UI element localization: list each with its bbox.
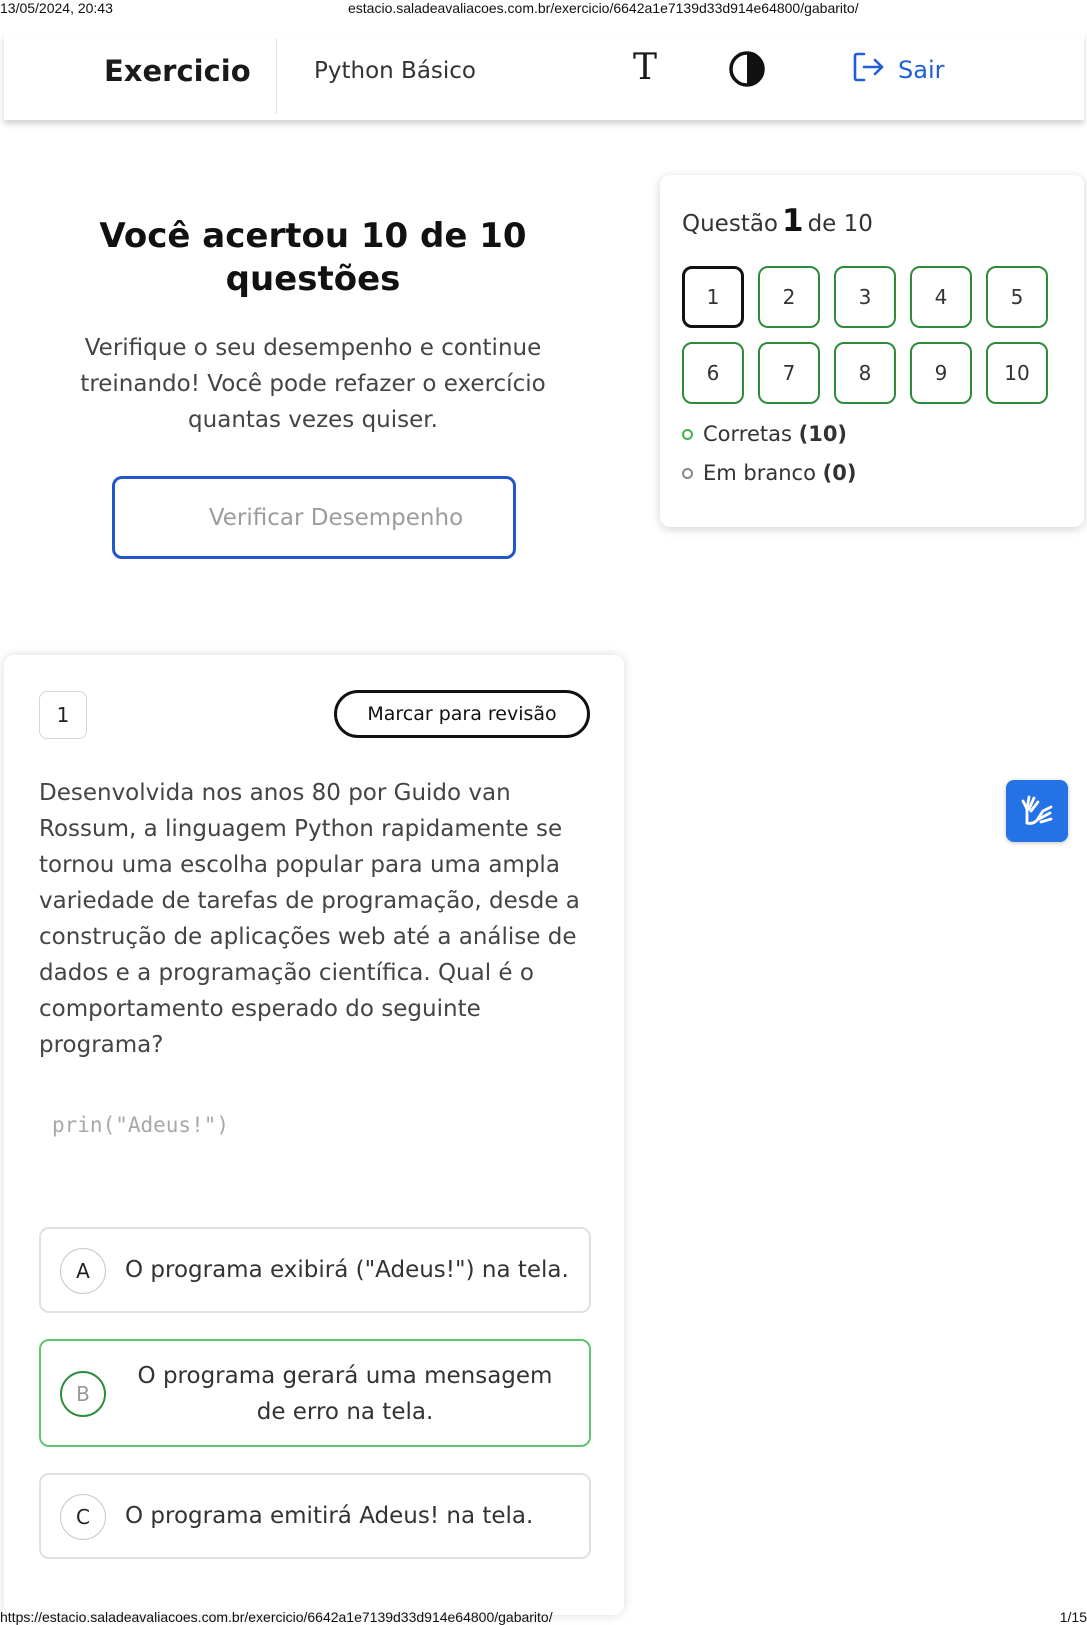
navigator-suffix: de 10 [807, 211, 873, 237]
legend-blank [682, 461, 856, 485]
legend-correct-count: (10) [798, 422, 848, 446]
option-a[interactable] [39, 1227, 591, 1313]
option-b-text: O programa gerará uma mensagem de erro na tela. [137, 1363, 553, 1425]
option-c-letter: C [60, 1494, 106, 1540]
question-navigator [660, 175, 1084, 527]
print-page-number: 1/15 [1059, 1609, 1087, 1625]
print-footer-url: https://estacio.saladeavaliacoes.com.br/exercicio/6642a1e7139d33d914e64800/gabarito/ [0, 1609, 553, 1625]
question-card [4, 655, 624, 1615]
question-button-4[interactable]: 4 [910, 266, 972, 328]
question-code: prin("Adeus!") [52, 1113, 230, 1137]
option-b[interactable] [39, 1339, 591, 1447]
navbar-divider [276, 38, 277, 114]
option-c-text: O programa emitirá Adeus! na tela. [125, 1503, 534, 1529]
legend-blank-count: (0) [822, 461, 857, 485]
option-b-letter: B [60, 1371, 106, 1417]
result-description: Verifique o seu desempenho e continue treinando! Você pode refazer o exercício quantas vezes quiser. [80, 335, 546, 433]
logout-button[interactable] [852, 52, 944, 88]
navigator-prefix: Questão [682, 211, 778, 237]
accessibility-button[interactable] [1006, 780, 1068, 842]
print-url: estacio.saladeavaliacoes.com.br/exercicio/6642a1e7139d33d914e64800/gabarito/ [348, 0, 859, 16]
print-datetime: 13/05/2024, 20:43 [0, 0, 113, 16]
logout-label: Sair [898, 56, 945, 84]
option-a-text: O programa exibirá ("Adeus!") na tela. [125, 1257, 569, 1283]
mark-for-review-button[interactable]: Marcar para revisão [334, 690, 590, 738]
print-header [0, 0, 1087, 16]
question-button-10[interactable]: 10 [986, 342, 1048, 404]
question-button-6[interactable]: 6 [682, 342, 744, 404]
legend-blank-label: Em branco [703, 461, 816, 485]
legend-correct [682, 422, 847, 446]
navigator-current: 1 [782, 203, 804, 239]
legend-correct-label: Corretas [703, 422, 792, 446]
font-size-icon[interactable]: T [632, 47, 657, 88]
result-title: Você acertou 10 de 10 questões [99, 216, 527, 299]
question-button-8[interactable]: 8 [834, 342, 896, 404]
option-a-letter: A [60, 1248, 106, 1294]
subject-name: Python Básico [314, 58, 476, 84]
verify-performance-button[interactable]: Verificar Desempenho [112, 476, 516, 559]
option-c[interactable] [39, 1473, 591, 1559]
question-button-2[interactable]: 2 [758, 266, 820, 328]
top-navbar [4, 34, 1084, 120]
question-button-7[interactable]: 7 [758, 342, 820, 404]
question-button-5[interactable]: 5 [986, 266, 1048, 328]
question-number: 1 [39, 691, 87, 739]
navigator-title [682, 203, 873, 239]
question-button-9[interactable]: 9 [910, 342, 972, 404]
sign-language-icon [1017, 789, 1057, 833]
blank-dot-icon [682, 468, 693, 479]
question-button-1[interactable]: 1 [682, 266, 744, 328]
brand-title: Exercicio [104, 54, 251, 88]
question-text: Desenvolvida nos anos 80 por Guido van Rossum, a linguagem Python rapidamente se tornou uma escolha popular para uma ampla variedade de tarefas de programação, desde a construção de aplicações web até a análise de dados e a programação científica. Qual é o comportamento esperado do seguinte programa? [39, 780, 580, 1058]
question-button-3[interactable]: 3 [834, 266, 896, 328]
correct-dot-icon [682, 429, 693, 440]
contrast-icon[interactable] [728, 50, 766, 88]
logout-icon [852, 51, 886, 89]
print-footer [0, 1609, 1087, 1625]
